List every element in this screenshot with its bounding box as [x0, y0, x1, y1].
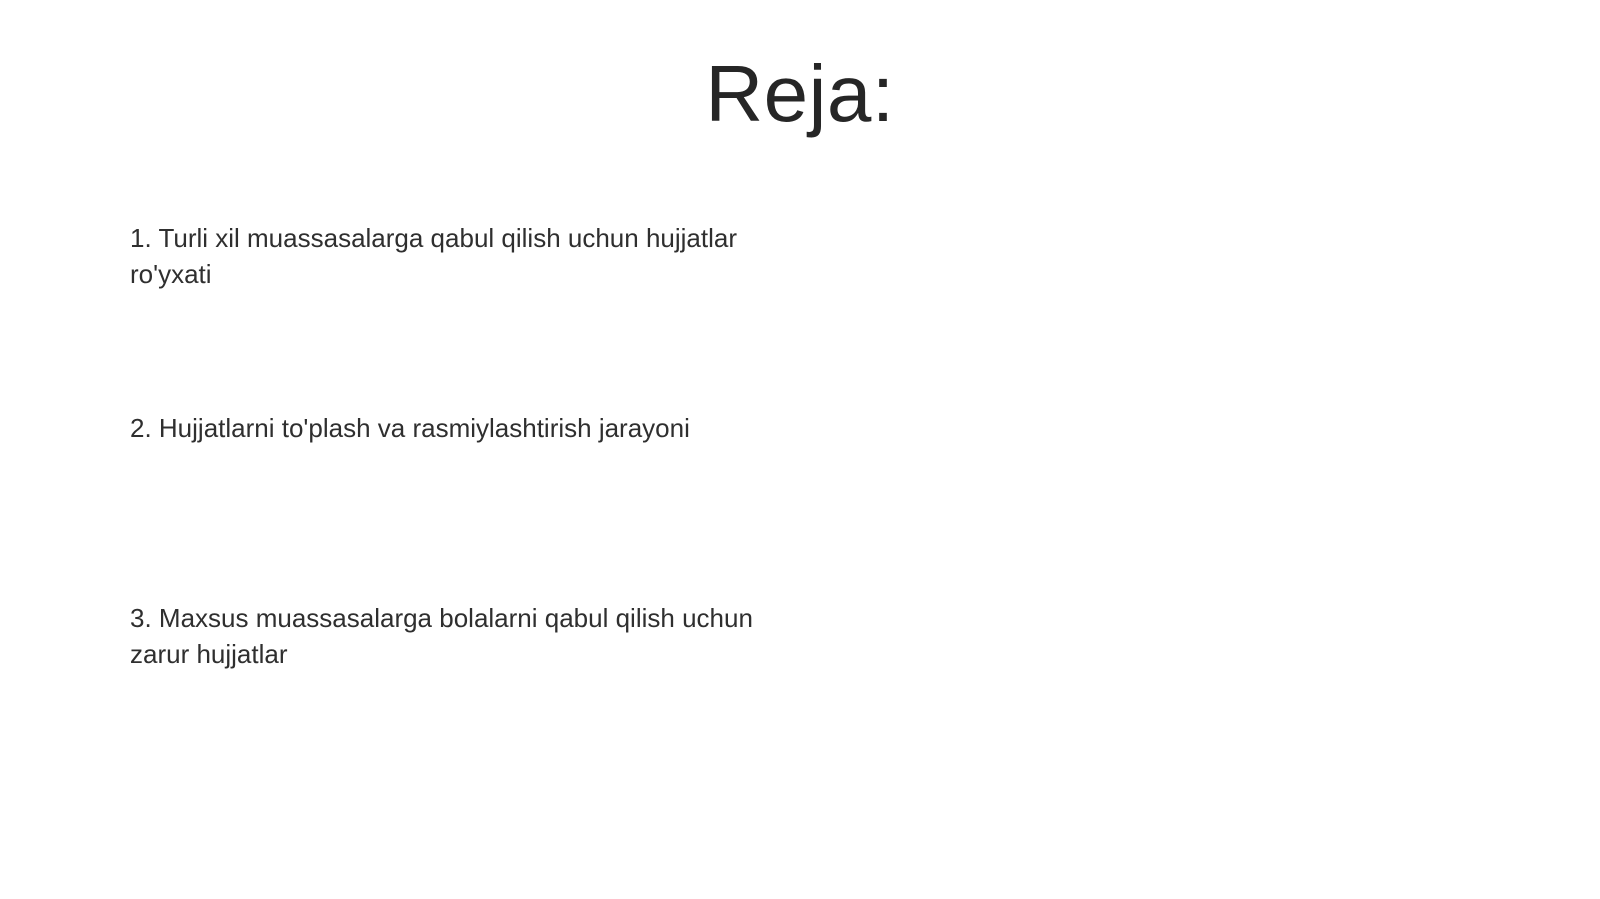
- slide-title: Reja:: [705, 49, 895, 138]
- plan-item-3: 3. Maxsus muassasalarga bolalarni qabul qilish uchun zarur hujjatlar: [130, 603, 753, 669]
- plan-item-2: 2. Hujjatlarni to'plash va rasmiylashtirish jarayoni: [130, 413, 690, 443]
- plan-item-1: 1. Turli xil muassasalarga qabul qilish uchun hujjatlar ro'yxati: [130, 223, 737, 289]
